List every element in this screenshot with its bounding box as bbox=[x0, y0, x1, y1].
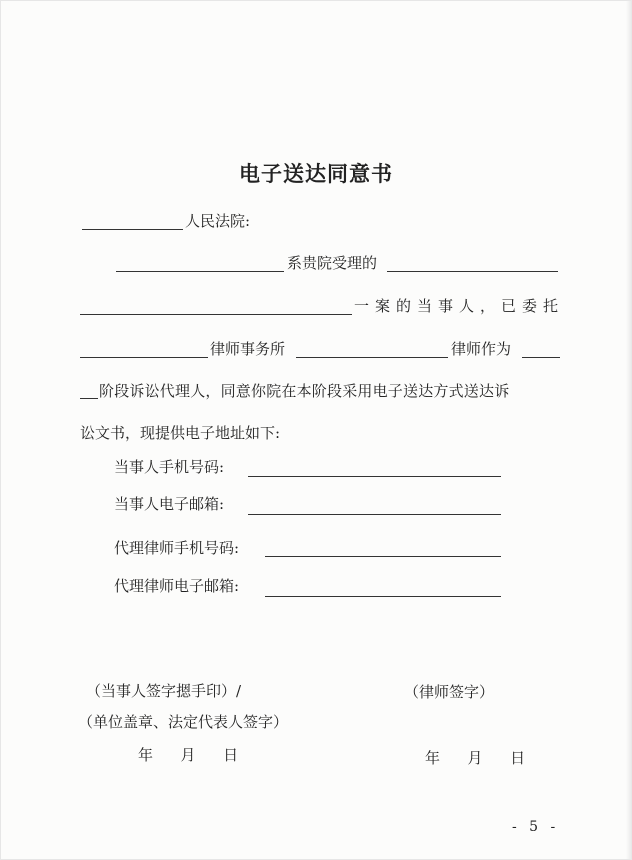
page-number: - 5 - bbox=[512, 819, 560, 835]
lawyer-phone-blank[interactable] bbox=[265, 556, 501, 557]
party-date-label: 年 月 日 bbox=[138, 746, 245, 764]
law-firm-text: 律师事务所 bbox=[210, 340, 286, 358]
lawyer-name-blank[interactable] bbox=[296, 357, 448, 358]
party-phone-blank[interactable] bbox=[248, 476, 501, 477]
lawyer-phone-label: 代理律师手机号码: bbox=[114, 539, 240, 557]
lawyer-email-blank[interactable] bbox=[265, 596, 501, 597]
accepted-by-court-text: 系贵院受理的 bbox=[287, 254, 378, 272]
lawyer-signature-label: （律师签字） bbox=[404, 683, 495, 701]
party-phone-label: 当事人手机号码: bbox=[114, 458, 225, 476]
party-entrusted-text: 一案的当事人，已委托 bbox=[354, 297, 565, 315]
party-email-blank[interactable] bbox=[248, 514, 501, 515]
lawyer-email-label: 代理律师电子邮箱: bbox=[114, 577, 240, 595]
scan-edge-shadow bbox=[626, 0, 632, 860]
party-name-blank[interactable] bbox=[116, 271, 284, 272]
court-name-blank[interactable] bbox=[82, 229, 183, 230]
unit-signature-label: （单位盖章、法定代表人签字） bbox=[78, 713, 289, 731]
party-signature-label: （当事人签字摁手印）/ bbox=[86, 682, 242, 700]
stage-blank-end[interactable] bbox=[80, 398, 98, 399]
law-firm-blank[interactable] bbox=[80, 357, 208, 358]
stage-blank-start[interactable] bbox=[522, 357, 560, 358]
address-intro-text: 讼文书，现提供电子地址如下: bbox=[80, 424, 281, 442]
court-suffix-text: 人民法院: bbox=[185, 212, 251, 230]
lawyer-date-label: 年 月 日 bbox=[425, 749, 532, 767]
party-email-label: 当事人电子邮箱: bbox=[114, 495, 225, 513]
consent-text: 阶段诉讼代理人，同意你院在本阶段采用电子送达方式送达诉 bbox=[99, 382, 510, 400]
document-title: 电子送达同意书 bbox=[239, 161, 393, 186]
case-continuation-blank[interactable] bbox=[80, 314, 352, 315]
case-name-blank[interactable] bbox=[387, 271, 558, 272]
lawyer-as-text: 律师作为 bbox=[451, 340, 512, 358]
